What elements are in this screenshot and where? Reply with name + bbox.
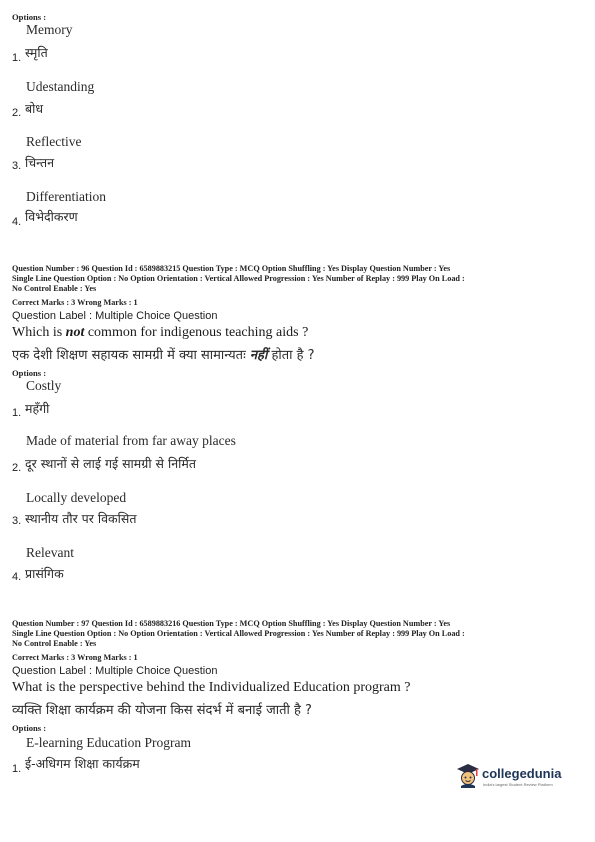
question-meta: Single Line Question Option : No Option Orientation : Vertical Allowed Progression : Yes Number of Replay : 999 Play On Load : bbox=[12, 629, 465, 638]
option-number: 2. bbox=[12, 462, 22, 474]
option-en: Differentiation bbox=[26, 189, 106, 204]
option-number: 1. bbox=[12, 407, 22, 419]
question-text-en: Which is not common for indigenous teaching aids ? bbox=[12, 325, 309, 340]
question-meta: Question Number : 97 Question Id : 6589883216 Question Type : MCQ Option Shuffling : Yes Display Question Number : Yes bbox=[12, 619, 451, 628]
question-text-en: What is the perspective behind the Individualized Education program ? bbox=[12, 680, 411, 695]
option-number: 3. bbox=[12, 515, 22, 527]
options-label: Options : bbox=[12, 723, 47, 733]
option-number: 1. bbox=[12, 763, 22, 775]
collegedunia-logo bbox=[456, 762, 562, 790]
brand-name: collegedunia bbox=[482, 766, 562, 781]
option-hi: विभेदीकरण bbox=[25, 209, 78, 224]
question-meta: Question Number : 96 Question Id : 6589883215 Question Type : MCQ Option Shuffling : Yes Display Question Number : Yes bbox=[12, 264, 451, 273]
emphasis-nahi: नहीं bbox=[249, 348, 268, 363]
option-en: E-learning Education Program bbox=[26, 735, 191, 750]
emphasis-not: not bbox=[65, 325, 85, 340]
graduate-mascot-icon bbox=[456, 762, 480, 788]
option-number: 1. bbox=[12, 52, 22, 64]
option-hi: स्थानीय तौर पर विकसित bbox=[25, 511, 137, 526]
option-en: Relevant bbox=[26, 545, 74, 560]
option-hi: प्रासंगिक bbox=[25, 566, 64, 581]
question-text-hi: एक देशी शिक्षण सहायक सामग्री में क्या सामान्यतः नहीं होता है ? bbox=[12, 348, 315, 363]
question-meta: No Control Enable : Yes bbox=[12, 639, 97, 648]
option-en: Made of material from far away places bbox=[26, 433, 236, 448]
option-hi: स्मृति bbox=[25, 45, 48, 60]
option-hi: महँगी bbox=[25, 401, 50, 416]
question-label: Question Label : Multiple Choice Question bbox=[12, 665, 218, 677]
brand-tagline: India's largest Student Review Platform bbox=[483, 782, 553, 787]
question-text-hi: व्यक्ति शिक्षा कार्यक्रम की योजना किस संदर्भ में बनाई जाती है ? bbox=[12, 703, 312, 718]
options-label: Options : bbox=[12, 368, 47, 378]
option-en: Costly bbox=[26, 378, 62, 393]
option-number: 2. bbox=[12, 107, 22, 119]
option-en: Reflective bbox=[26, 134, 82, 149]
question-meta: Single Line Question Option : No Option Orientation : Vertical Allowed Progression : Yes Number of Replay : 999 Play On Load : bbox=[12, 274, 465, 283]
option-hi: बोध bbox=[25, 101, 44, 116]
option-hi: ई-अधिगम शिक्षा कार्यक्रम bbox=[25, 756, 140, 771]
option-en: Locally developed bbox=[26, 490, 127, 505]
option-number: 4. bbox=[12, 571, 22, 583]
marks-line: Correct Marks : 3 Wrong Marks : 1 bbox=[12, 298, 138, 307]
option-hi: चिन्तन bbox=[25, 155, 55, 170]
option-hi: दूर स्थानों से लाई गई सामग्री से निर्मित bbox=[25, 456, 196, 471]
option-en: Udestanding bbox=[26, 79, 95, 94]
option-en: Memory bbox=[26, 22, 73, 37]
option-number: 4. bbox=[12, 216, 22, 228]
option-number: 3. bbox=[12, 160, 22, 172]
options-label: Options : bbox=[12, 12, 47, 22]
question-label: Question Label : Multiple Choice Question bbox=[12, 310, 218, 322]
marks-line: Correct Marks : 3 Wrong Marks : 1 bbox=[12, 653, 138, 662]
question-meta: No Control Enable : Yes bbox=[12, 284, 97, 293]
